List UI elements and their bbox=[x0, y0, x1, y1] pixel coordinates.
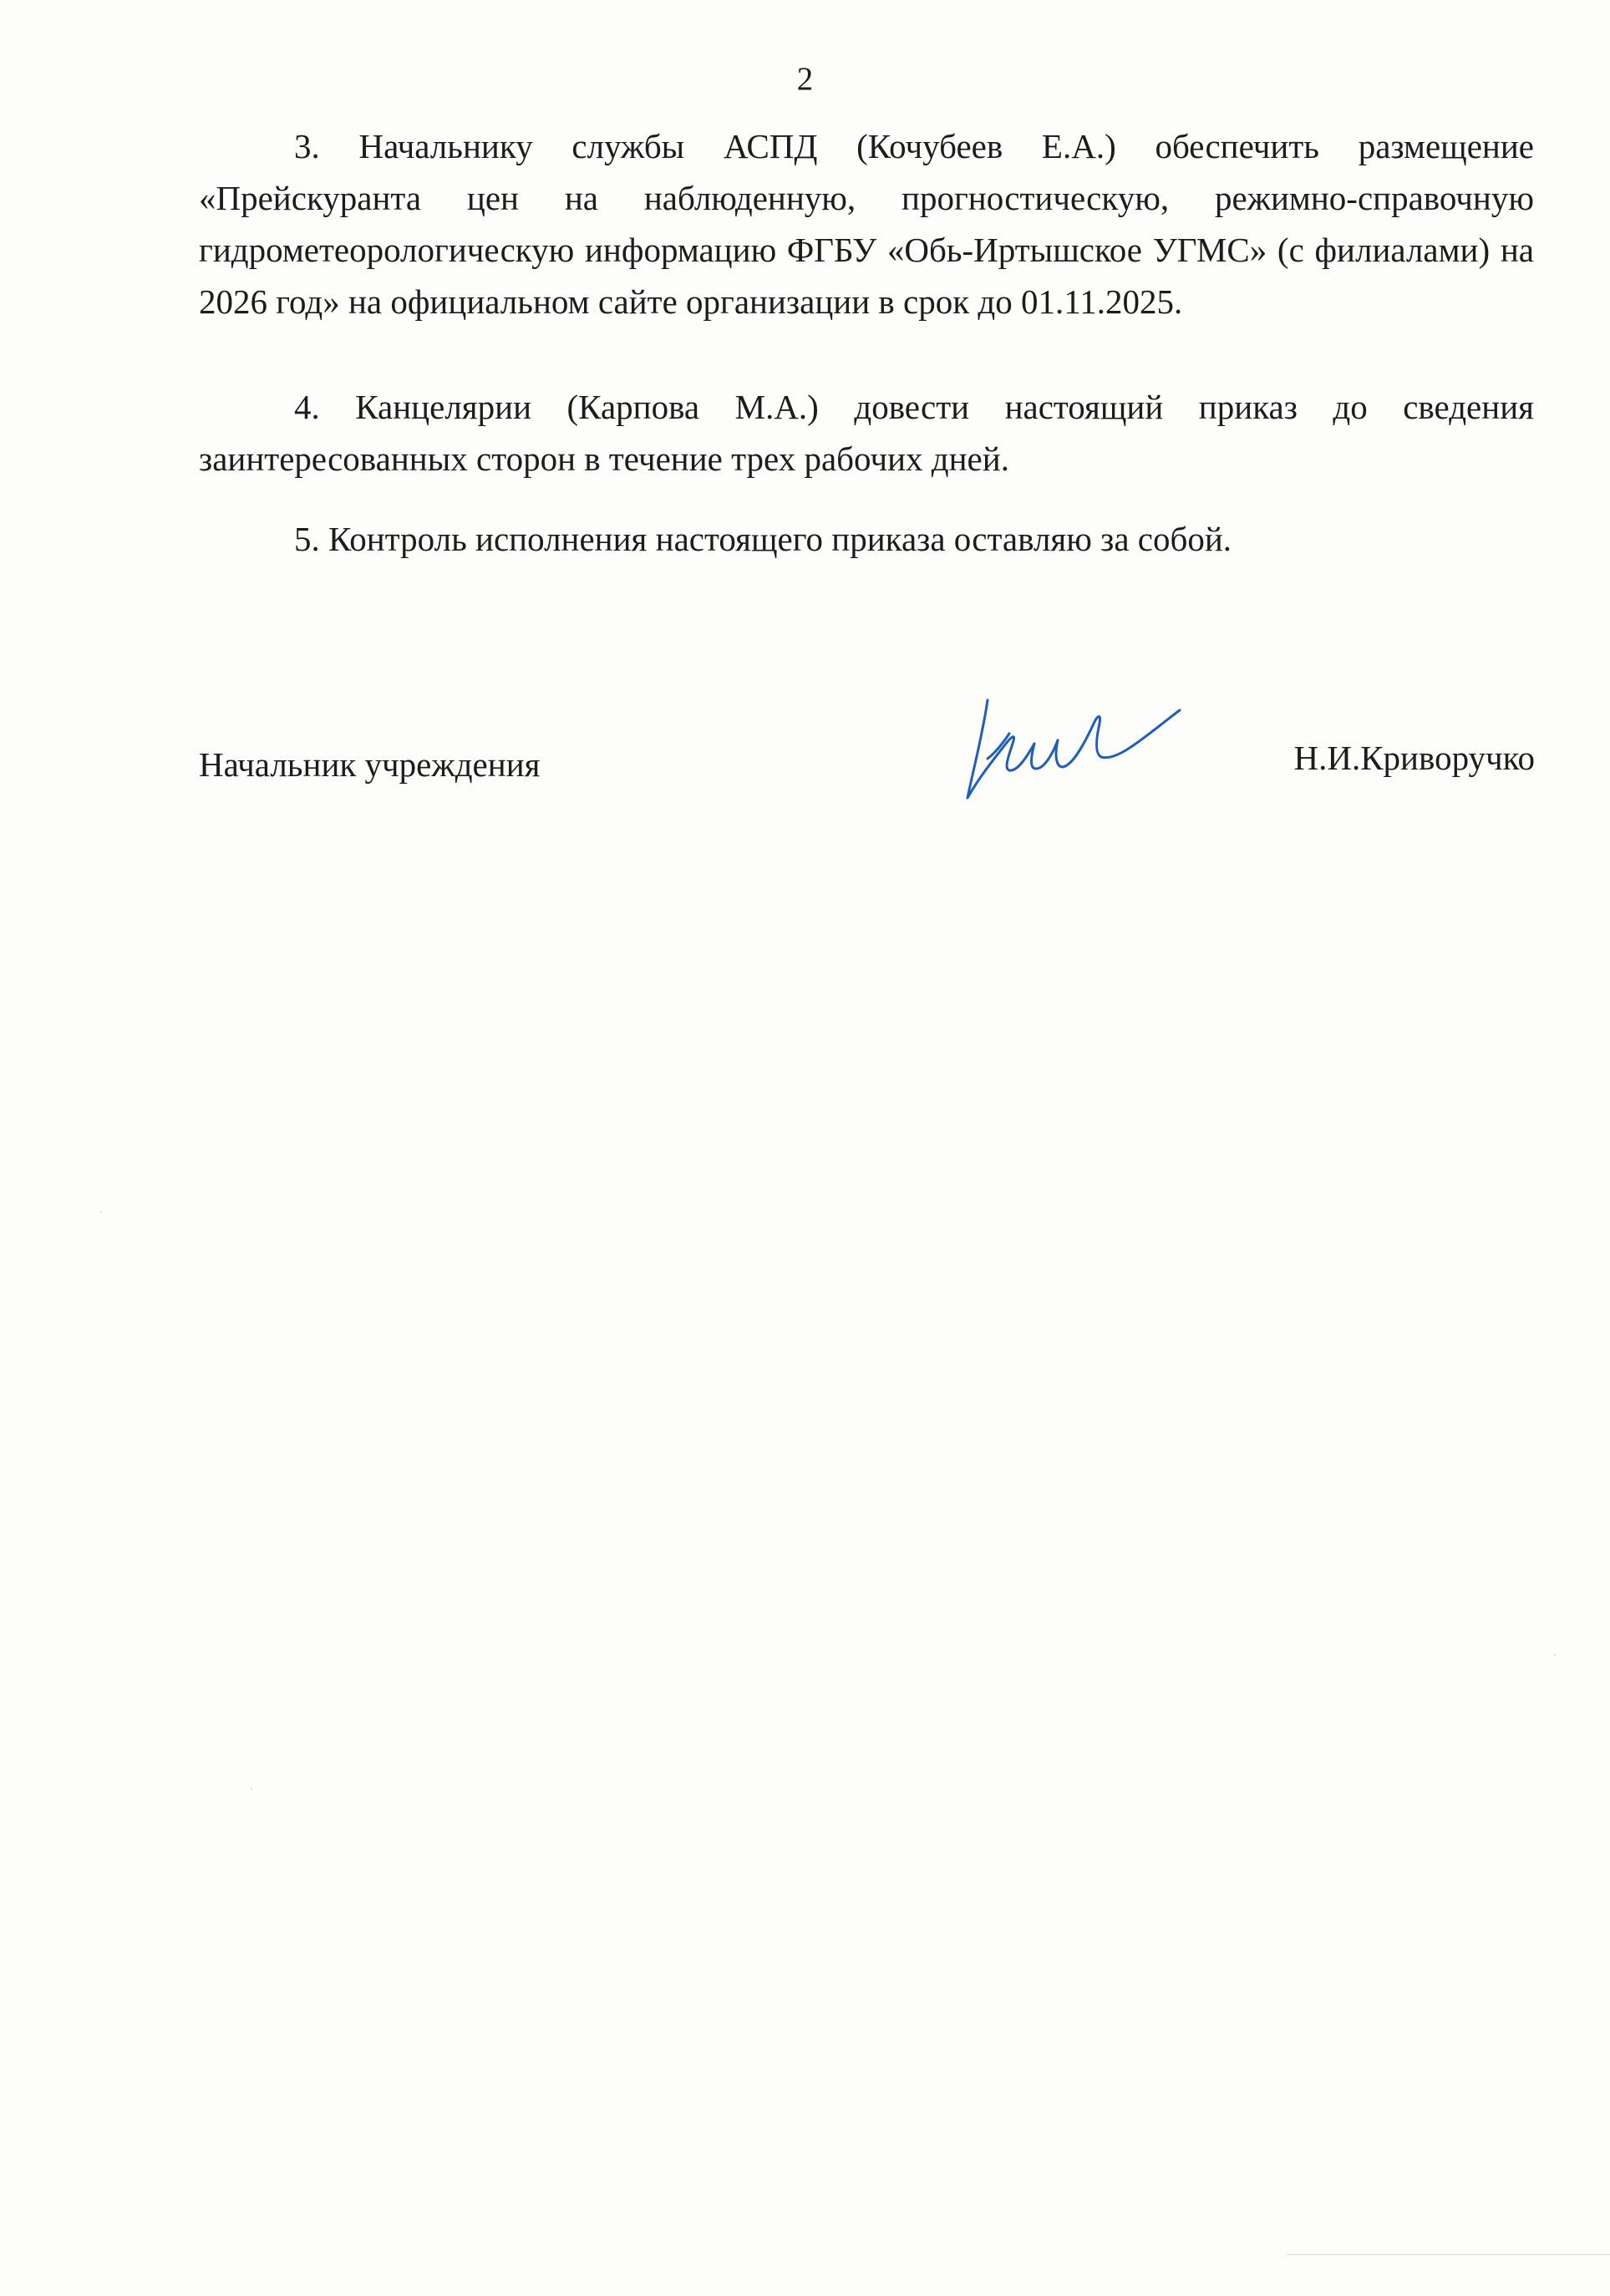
signatory-name: Н.И.Криворучко bbox=[1293, 739, 1535, 777]
paragraph-4: 4. Канцелярии (Карпова М.А.) довести настоящий приказ до сведения заинтересованных сторон в течение трех рабочих дней. bbox=[199, 388, 1534, 478]
scan-speck bbox=[100, 1211, 102, 1213]
scan-speck bbox=[1554, 1654, 1556, 1656]
page-number: 2 bbox=[796, 61, 814, 97]
paragraph-5: 5. Контроль исполнения настоящего приказа оставляю за собой. bbox=[294, 520, 1232, 558]
scan-speck bbox=[251, 1788, 252, 1790]
paragraph-3: 3. Начальнику службы АСПД (Кочубеев Е.А.) обеспечить размещение «Прейскуранта цен на наблюденную, прогностическую, режимно-справочную гидрометеорологическую информацию ФГБУ «Обь-Иртышское УГМС» (с филиалами) на 2026 год» на официальном сайте организации в срок до 01.11.2025. bbox=[199, 127, 1534, 321]
handwritten-signature bbox=[954, 685, 1188, 810]
scan-edge-line bbox=[1287, 2254, 1610, 2255]
signatory-title: Начальник учреждения bbox=[199, 745, 541, 784]
